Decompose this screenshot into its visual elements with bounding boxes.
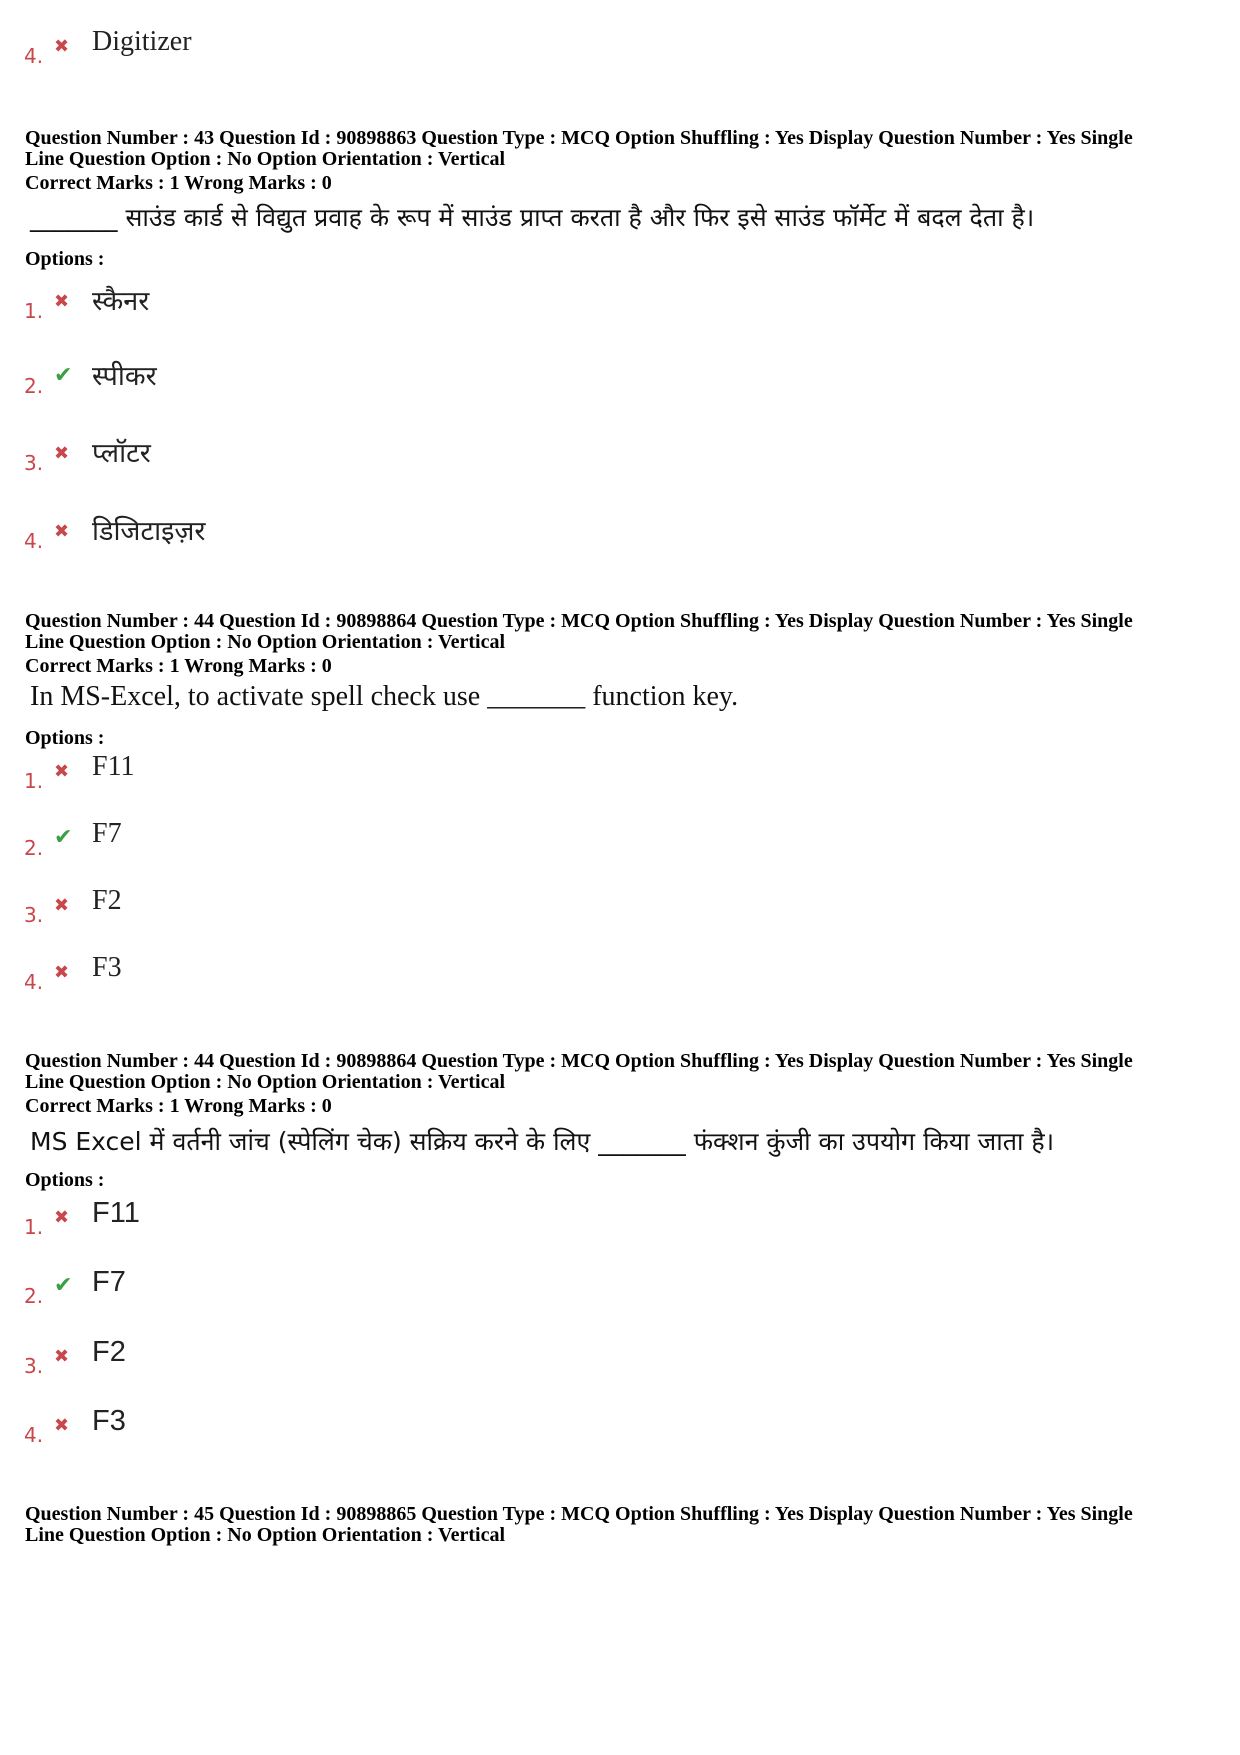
option-number: 4. [24,44,44,68]
option-text: F7 [92,818,122,849]
cross-icon: ✖ [54,1207,70,1228]
cross-icon: ✖ [54,1346,70,1367]
option-number: 1. [24,769,44,793]
option-number: 3. [24,903,44,927]
meta-line-1: Question Number : 44 Question Id : 90898864 Question Type : MCQ Option Shuffling : Yes Display Question Number : Yes Single [25,610,1133,632]
question-meta [25,128,1215,170]
option-text: स्कैनर [92,286,150,317]
question-body-before: In MS-Excel, to activate spell check use [30,681,488,712]
option-number: 2. [24,836,44,860]
marks-line: Correct Marks : 1 Wrong Marks : 0 [25,655,332,677]
option-text: F7 [92,1266,126,1298]
meta-line-2: Line Question Option : No Option Orientation : Vertical [25,1071,506,1093]
question-meta [25,1051,1215,1093]
option-text: F2 [92,885,122,916]
question-text [30,681,738,713]
cross-icon: ✖ [54,1415,70,1436]
option-number: 4. [24,970,44,994]
question-meta [25,1504,1215,1546]
answer-blank: _______ [487,681,586,712]
question-text [30,200,1034,234]
meta-line-2: Line Question Option : No Option Orientation : Vertical [25,148,506,170]
option-text: डिजिटाइज़र [92,516,206,547]
meta-line-1: Question Number : 45 Question Id : 90898865 Question Type : MCQ Option Shuffling : Yes Display Question Number : Yes Single [25,1503,1133,1525]
cross-icon: ✖ [54,291,70,312]
meta-line-1: Question Number : 43 Question Id : 90898863 Question Type : MCQ Option Shuffling : Yes Display Question Number : Yes Single [25,127,1133,149]
option-text: F3 [92,952,122,983]
option-text: Digitizer [92,26,192,57]
options-label: Options : [25,1169,105,1191]
meta-line-2: Line Question Option : No Option Orientation : Vertical [25,631,506,653]
option-text: प्लॉटर [92,438,151,469]
cross-icon: ✖ [54,895,70,916]
marks-line: Correct Marks : 1 Wrong Marks : 0 [25,1095,332,1117]
option-number: 1. [24,299,44,323]
cross-icon: ✖ [54,962,70,983]
option-number: 3. [24,1354,44,1378]
option-text: F11 [92,751,135,782]
cross-icon: ✖ [54,36,70,57]
question-text [30,1124,1054,1158]
options-label: Options : [25,727,105,749]
question-body-after: फंक्शन कुंजी का उपयोग किया जाता है। [685,1127,1055,1156]
option-number: 2. [24,374,44,398]
meta-line-2: Line Question Option : No Option Orientation : Vertical [25,1524,506,1546]
answer-blank: _______ [30,203,118,232]
answer-blank: _______ [598,1127,686,1156]
option-text: F3 [92,1405,126,1437]
option-number: 1. [24,1215,44,1239]
cross-icon: ✖ [54,521,70,542]
question-body-before: MS Excel में वर्तनी जांच (स्पेलिंग चेक) सक्रिय करने के लिए [30,1127,599,1156]
question-body: साउंड कार्ड से विद्युत प्रवाह के रूप में साउंड प्राप्त करता है और फिर इसे साउंड फॉर्मेट में बदल देता है। [117,203,1035,232]
cross-icon: ✖ [54,443,70,464]
option-number: 2. [24,1284,44,1308]
check-icon: ✔ [54,363,73,388]
option-text: F11 [92,1197,140,1229]
option-text: स्पीकर [92,361,157,392]
option-number: 4. [24,529,44,553]
marks-line: Correct Marks : 1 Wrong Marks : 0 [25,172,332,194]
question-meta [25,611,1215,653]
question-body-after: function key. [585,681,739,712]
check-icon: ✔ [54,1273,73,1298]
meta-line-1: Question Number : 44 Question Id : 90898864 Question Type : MCQ Option Shuffling : Yes Display Question Number : Yes Single [25,1050,1133,1072]
option-text: F2 [92,1336,126,1368]
option-number: 4. [24,1423,44,1447]
cross-icon: ✖ [54,761,70,782]
option-number: 3. [24,451,44,475]
check-icon: ✔ [54,825,73,850]
options-label: Options : [25,248,105,270]
